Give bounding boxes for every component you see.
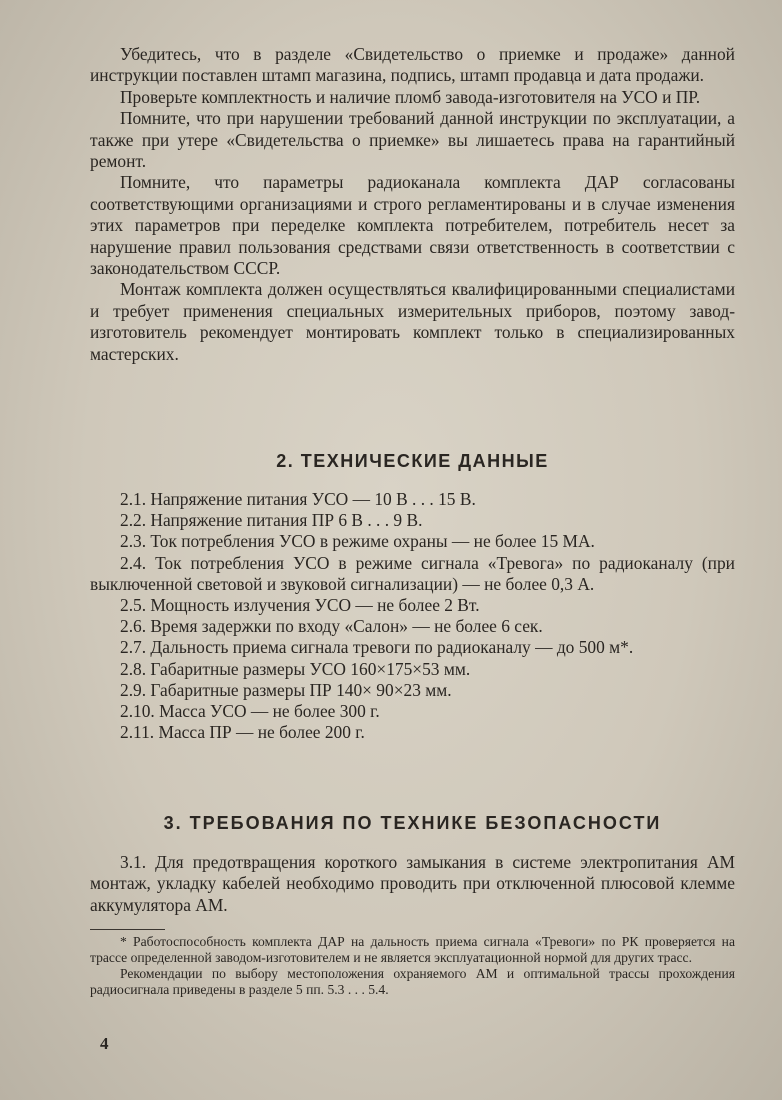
technical-data-list: [90, 489, 735, 743]
spec-item: 2.4. Ток потребления УСО в режиме сигнала «Тревога» по радиоканалу (при выключенной световой и звуковой сигнализации) — не более 0,3 А.: [90, 552, 735, 594]
intro-paragraph: Монтаж комплекта должен осуществляться квалифицированными специалистами и требует применения специальных измерительных приборов, поэтому завод-изготовитель рекомендует монтировать комплект только в специализированных мастерских.: [90, 279, 735, 364]
intro-paragraph: Помните, что параметры радиоканала комплекта ДАР согласованы соответствующими организациями и строго регламентированы и в случае изменения этих параметров при переделке комплекта потребителем, потребитель несет за нарушение правил пользования средствами связи ответственность в соответствии с законодательством СССР.: [90, 172, 735, 279]
page-number: 4: [100, 1034, 109, 1053]
intro-paragraph: Проверьте комплектность и наличие пломб завода-изготовителя на УСО и ПР.: [120, 86, 701, 107]
spec-item: 2.7. Дальность приема сигнала тревоги по радиоканалу — до 500 м*.: [120, 637, 634, 658]
footnotes: [90, 934, 735, 998]
spec-item: 2.6. Время задержки по входу «Салон» — не более 6 сек.: [120, 616, 543, 637]
spec-item: 2.2. Напряжение питания ПР 6 В . . . 9 В.: [120, 510, 423, 531]
footnote: * Работоспособность комплекта ДАР на дальность приема сигнала «Тревоги» по РК проверяется на трассе определенной заводом-изготовителем и не является эксплуатационной нормой для других трасс.: [90, 934, 735, 965]
spec-item: 2.11. Масса ПР — не более 200 г.: [120, 722, 365, 743]
footnote-divider: [90, 929, 165, 930]
section-3-heading: 3. ТРЕБОВАНИЯ ПО ТЕХНИКЕ БЕЗОПАСНОСТИ: [163, 813, 662, 833]
safety-requirements: [90, 852, 735, 916]
spec-item: 2.1. Напряжение питания УСО — 10 В . . . 15 В.: [120, 489, 476, 509]
spec-item: 2.5. Мощность излучения УСО — не более 2 Вт.: [120, 595, 480, 616]
safety-item: 3.1. Для предотвращения короткого замыкания в системе электропитания АМ монтаж, укладку кабелей необходимо проводить при отключенной плюсовой клемме аккумулятора АМ.: [90, 852, 735, 915]
intro-section: [90, 44, 735, 365]
footnote: Рекомендации по выбору местоположения охраняемого АМ и оптимальной трассы прохождения радиосигнала приведены в разделе 5 пп. 5.3 . . . 5.4.: [90, 966, 735, 997]
intro-paragraph: Убедитесь, что в разделе «Свидетельство о приемке и продаже» данной инструкции поставлен штамп магазина, подпись, штамп продавца и дата продажи.: [90, 44, 735, 86]
spec-item: 2.9. Габаритные размеры ПР 140× 90×23 мм.: [120, 679, 452, 700]
section-2-heading: 2. ТЕХНИЧЕСКИЕ ДАННЫЕ: [276, 451, 549, 471]
spec-item: 2.10. Масса УСО — не более 300 г.: [120, 701, 380, 722]
spec-item: 2.8. Габаритные размеры УСО 160×175×53 мм.: [120, 658, 471, 679]
intro-paragraph: Помните, что при нарушении требований данной инструкции по эксплуатации, а также при утере «Свидетельства о приемке» вы лишаетесь права на гарантийный ремонт.: [90, 108, 735, 172]
spec-item: 2.3. Ток потребления УСО в режиме охраны — не более 15 МА.: [120, 531, 595, 552]
